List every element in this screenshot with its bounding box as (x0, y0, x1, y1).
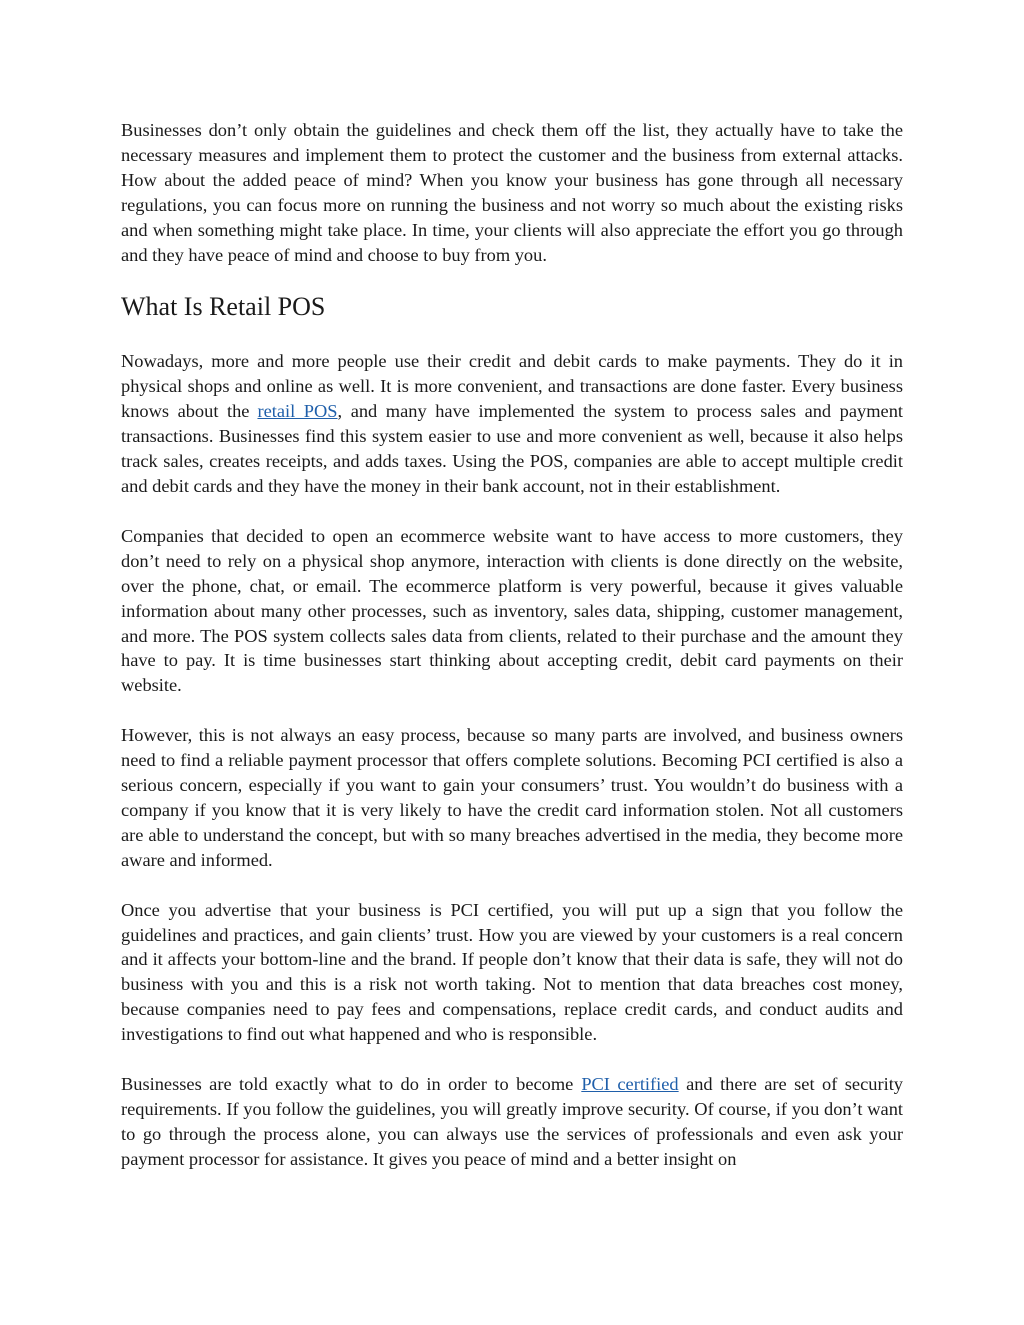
body-paragraph (121, 349, 903, 498)
paragraph-text: and there are set of security requirements. If you follow the guidelines, you will greatly improve security. Of course, if you don’t want to go through the process alone, you can always use the services of professionals and even ask your payment processor for assistance. It gives you peace of mind and a better insight on (121, 1074, 903, 1169)
body-paragraph (121, 1072, 903, 1172)
body-paragraph: Businesses don’t only obtain the guidelines and check them off the list, they actually have to take the necessary measures and implement them to protect the customer and the business from external attacks. How about the added peace of mind? When you know your business has gone through all necessary regulations, you can focus more on running the business and not worry so much about the existing risks and when something might take place. In time, your clients will also appreciate the effort you go through and they have peace of mind and choose to buy from you. (121, 120, 903, 265)
body-paragraph: Companies that decided to open an ecommerce website want to have access to more customers, they don’t need to rely on a physical shop anymore, interaction with clients is done directly on the website, over the phone, chat, or email. The ecommerce platform is very powerful, because it gives valuable information about many other processes, such as inventory, sales data, shipping, customer management, and more. The POS system collects sales data from clients, related to their purchase and the amount they have to pay. It is time businesses start thinking about accepting credit, debit card payments on their website. (121, 525, 903, 696)
body-paragraph: Once you advertise that your business is PCI certified, you will put up a sign that you follow the guidelines and practices, and gain clients’ trust. How you are viewed by your customers is a real concern and it affects your bottom-line and the brand. If people don’t know that their data is safe, they will not do business with you and this is a risk not worth taking. Not to mention that data breaches cost money, because companies need to pay fees and compensations, replace credit cards, and conduct audits and investigations to find out what happened and who is responsible. (121, 899, 903, 1045)
paragraph-text: , and many have implemented the system to process sales and payment transactions. Businesses find this system easier to use and more convenient as well, because it also helps track sales, creates receipts, and adds taxes. Using the POS, companies are able to accept multiple credit and debit cards and they have the money in their bank account, not in their establishment. (121, 401, 904, 496)
retail-pos-link[interactable]: retail POS (257, 401, 338, 422)
paragraph-text: Businesses are told exactly what to do in order to become (121, 1074, 574, 1095)
section-heading: What Is Retail POS (121, 292, 326, 322)
paragraph-text: Nowadays, more and more people use their credit and debit cards to make payments. They do it in physical shops and online as well. It is more convenient, and transactions are done faster. Every business knows about the (121, 351, 903, 422)
pci-certified-link[interactable]: PCI certified (581, 1074, 679, 1095)
document-page (121, 118, 903, 1172)
body-paragraph: However, this is not always an easy process, because so many parts are involved, and business owners need to find a reliable payment processor that offers complete solutions. Becoming PCI certified is also a serious concern, especially if you want to gain your consumers’ trust. You wouldn’t do business with a company if you know that it is very likely to have the credit card information stolen. Not all customers are able to understand the concept, but with so many breaches advertised in the media, they become more aware and informed. (121, 725, 903, 870)
